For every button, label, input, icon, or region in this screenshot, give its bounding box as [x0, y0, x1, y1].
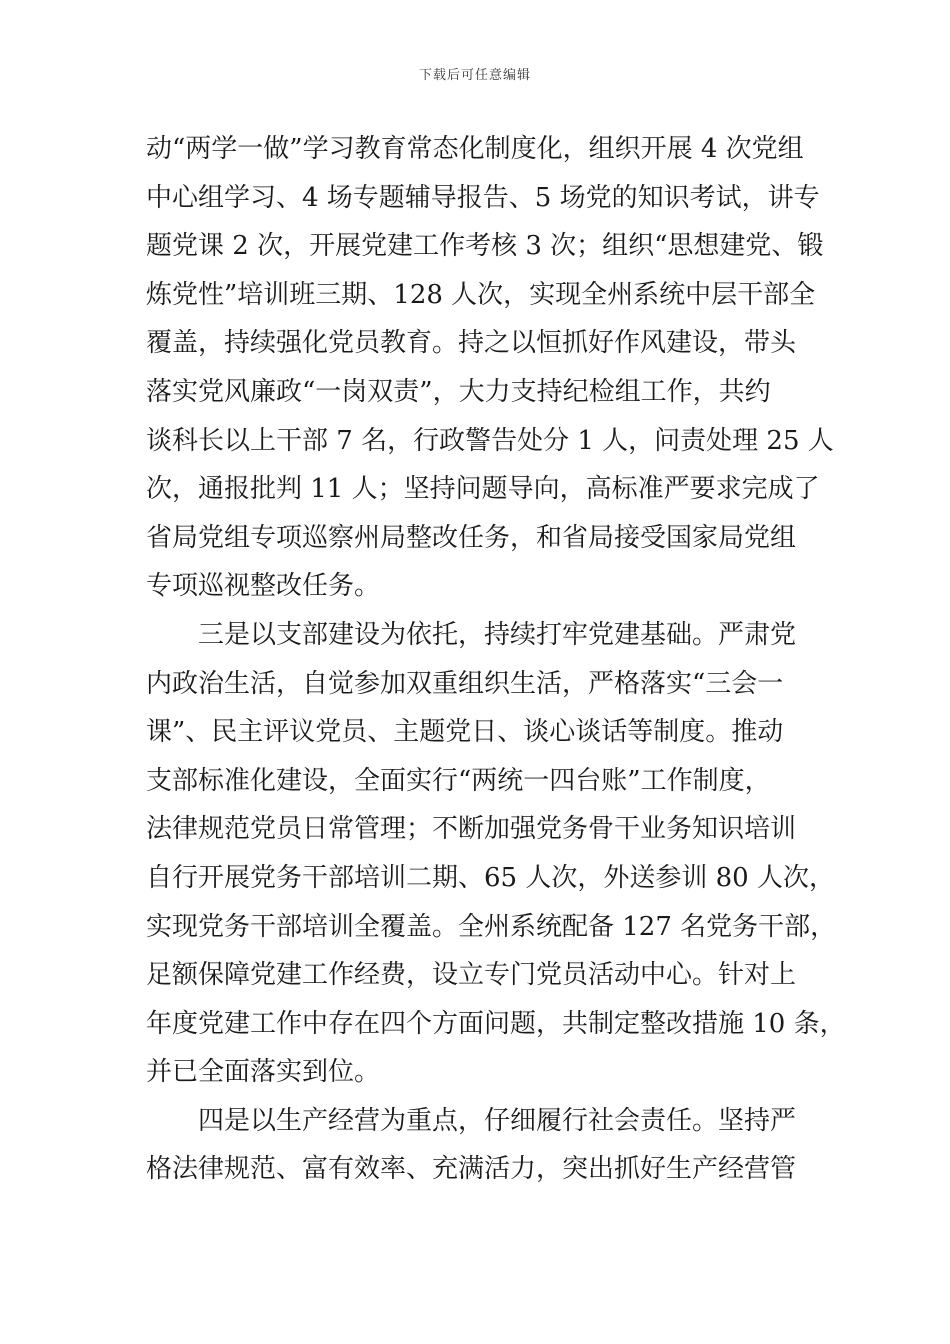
text-line: 内政治生活，自觉参加双重组织生活，严格落实“三会一	[146, 668, 784, 699]
text-line: 题党课 2 次，开展党建工作考核 3 次；组织“思想建党、锻	[146, 231, 824, 262]
paragraph-start-line: 四是以生产经营为重点，仔细履行社会责任。坚持严	[198, 1105, 797, 1136]
text-line: 实现党务干部培训全覆盖。全州系统配备 127 名党务干部，	[146, 911, 837, 942]
text-line: 法律规范党员日常管理；不断加强党务骨干业务知识培训	[146, 814, 797, 845]
text-line: 落实党风廉政“一岗双责”，大力支持纪检组工作，共约	[146, 376, 771, 407]
text-line: 动“两学一做”学习教育常态化制度化，组织开展 4 次党组	[146, 134, 804, 164]
document-body	[146, 125, 846, 1194]
text-line: 次，通报批判 11 人；坚持问题导向，高标准严要求完成了	[146, 474, 820, 505]
text-line: 课”、民主评议党员、主题党日、谈心谈话等制度。推动	[146, 717, 784, 748]
text-line: 中心组学习、4 场专题辅导报告、5 场党的知识考试，讲专	[146, 182, 820, 213]
text-line: 支部标准化建设，全面实行“两统一四台账”工作制度，	[146, 765, 771, 796]
page-header: 下载后可任意编辑	[418, 68, 531, 83]
text-line: 炼党性”培训班三期、128 人次，实现全州系统中层干部全	[146, 279, 816, 310]
text-line: 谈科长以上干部 7 名，行政警告处分 1 人，问责处理 25 人	[146, 425, 834, 456]
text-line: 覆盖，持续强化党员教育。持之以恒抓好作风建设，带头	[146, 328, 797, 359]
text-line: 省局党组专项巡察州局整改任务，和省局接受国家局党组	[146, 522, 797, 553]
text-line: 足额保障党建工作经费，设立专门党员活动中心。针对上	[146, 960, 797, 991]
text-line: 并已全面落实到位。	[146, 1057, 381, 1088]
text-line: 年度党建工作中存在四个方面问题，共制定整改措施 10 条，	[146, 1008, 846, 1039]
text-line: 专项巡视整改任务。	[146, 571, 381, 602]
text-line: 格法律规范、富有效率、充满活力，突出抓好生产经营管	[146, 1154, 797, 1185]
text-line: 自行开展党务干部培训二期、65 人次，外送参训 80 人次，	[146, 862, 835, 893]
paragraph-start-line: 三是以支部建设为依托，持续打牢党建基础。严肃党	[198, 619, 797, 650]
